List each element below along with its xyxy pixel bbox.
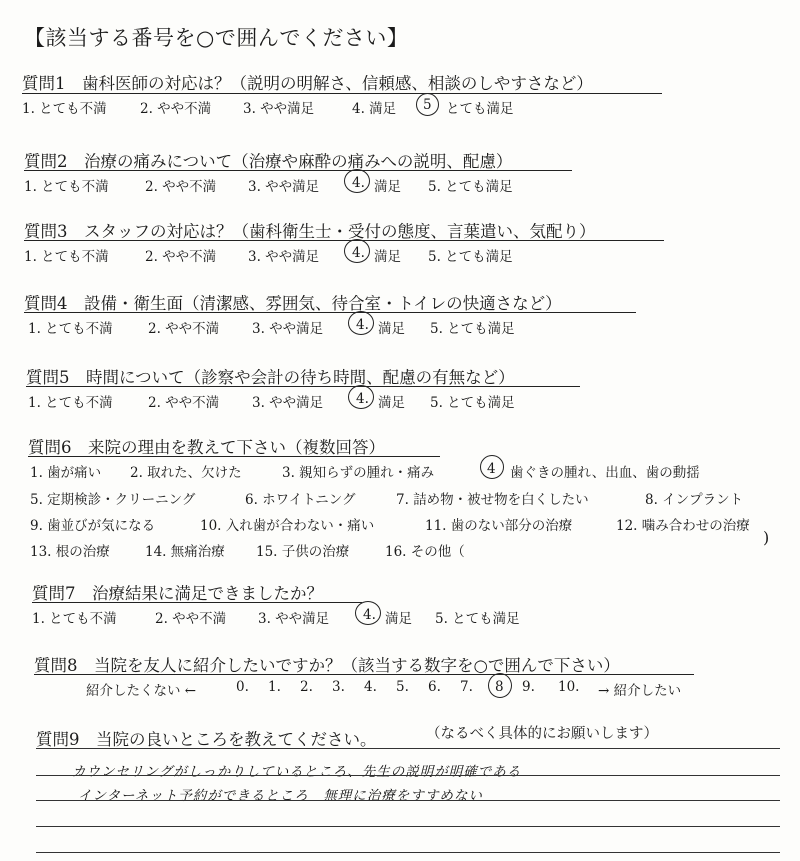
q9-note: （なるべく具体的にお願いします）: [426, 726, 658, 742]
q1-option-1[interactable]: 1. とても不満: [22, 101, 107, 117]
q4-option-4-label[interactable]: 満足: [378, 321, 405, 337]
q4-option-1[interactable]: 1. とても不満: [28, 321, 113, 337]
q4-option-5[interactable]: 5. とても満足: [430, 321, 515, 337]
q8-option-5[interactable]: 5.: [396, 679, 409, 695]
q9-answer-1[interactable]: カウンセリングがしっかりしているところ、先生の説明が明確である: [72, 764, 522, 780]
q8-option-9[interactable]: 9.: [522, 679, 535, 695]
q2-selection-circle: [344, 169, 370, 193]
q4-option-2[interactable]: 2. やや不満: [148, 321, 220, 337]
q6-reason-9[interactable]: 9. 歯並びが気になる: [30, 518, 156, 534]
q6-reason-12[interactable]: 12. 噛み合わせの治療: [616, 518, 750, 534]
q6-reason-2[interactable]: 2. 取れた、欠けた: [130, 465, 242, 481]
q4-label: 質問4 設備・衛生面（清潔感、雰囲気、待合室・トイレの快適さなど）: [24, 294, 562, 313]
q6-label: 質問6 来院の理由を教えて下さい（複数回答）: [28, 438, 385, 457]
q6-underline: [28, 456, 440, 457]
q6-reason-6[interactable]: 6. ホワイトニング: [245, 492, 356, 508]
q3-selection-circle: [344, 239, 370, 263]
answer-line-1: [36, 775, 780, 776]
q8-option-4[interactable]: 4.: [364, 679, 377, 695]
q1-option-3[interactable]: 3. やや満足: [243, 101, 315, 117]
q6-reason-7[interactable]: 7. 詰め物・被せ物を白くしたい: [396, 492, 589, 508]
q5-selection-circle: [348, 385, 374, 409]
q1-option-5-label[interactable]: とても満足: [446, 101, 514, 117]
q2-label: 質問2 治療の痛みについて（治療や麻酔の痛みへの説明、配慮）: [24, 152, 513, 171]
q2-option-3[interactable]: 3. やや満足: [248, 179, 320, 195]
q8-option-3[interactable]: 3.: [332, 679, 345, 695]
q8-label: 質問8 当院を友人に紹介したいですか？（該当する数字を○で囲んで下さい）: [34, 656, 620, 675]
q2-underline: [24, 170, 572, 171]
q6-reason-10[interactable]: 10. 入れ歯が合わない・痛い: [200, 518, 375, 534]
answer-line-3: [36, 826, 780, 827]
q1-label: 質問1 歯科医師の対応は？（説明の明解さ、信頼感、相談のしやすさなど）: [22, 74, 593, 93]
q6-reason-4-number[interactable]: 4: [487, 461, 496, 477]
answer-line-4: [36, 852, 780, 853]
q2-option-4-label[interactable]: 満足: [374, 179, 401, 195]
q6-reason-11[interactable]: 11. 歯のない部分の治療: [425, 518, 573, 534]
q8-scale-right-label: → 紹介したい: [598, 683, 682, 699]
q8-option-0[interactable]: 0.: [236, 679, 249, 695]
q6-reason-8[interactable]: 8. インプラント: [645, 492, 744, 508]
q5-option-3[interactable]: 3. やや満足: [252, 395, 324, 411]
q5-option-4-number[interactable]: 4.: [356, 391, 369, 407]
q7-option-5[interactable]: 5. とても満足: [435, 611, 520, 627]
q2-option-4-number[interactable]: 4.: [352, 175, 365, 191]
q7-option-2[interactable]: 2. やや不満: [155, 611, 227, 627]
q3-underline: [24, 240, 664, 241]
q1-option-4[interactable]: 4. 満足: [352, 101, 397, 117]
q7-option-3[interactable]: 3. やや満足: [258, 611, 330, 627]
q6-reason-3[interactable]: 3. 親知らずの腫れ・痛み: [282, 465, 435, 481]
q7-label: 質問7 治療結果に満足できましたか？: [32, 584, 323, 603]
q6-reason-4-label[interactable]: 歯ぐきの腫れ、出血、歯の動揺: [510, 465, 700, 481]
q6-reason-14[interactable]: 14. 無痛治療: [145, 544, 225, 560]
q8-option-2[interactable]: 2.: [300, 679, 313, 695]
q1-option-2[interactable]: 2. やや不満: [140, 101, 212, 117]
answer-line-top: [36, 748, 780, 749]
q8-option-1[interactable]: 1.: [268, 679, 281, 695]
q6-reason-13[interactable]: 13. 根の治療: [30, 544, 110, 560]
q6-reason-15[interactable]: 15. 子供の治療: [256, 544, 350, 560]
q7-option-4-number[interactable]: 4.: [363, 607, 376, 623]
q6-reason-16[interactable]: 16. その他（: [385, 544, 465, 560]
q3-label: 質問3 スタッフの対応は？（歯科衛生士・受付の態度、言葉遣い、気配り）: [24, 222, 596, 241]
q8-option-6[interactable]: 6.: [428, 679, 441, 695]
q5-option-2[interactable]: 2. やや不満: [148, 395, 220, 411]
q5-underline: [26, 386, 580, 387]
q7-option-4-label[interactable]: 満足: [385, 611, 412, 627]
q1-selection-circle: [416, 93, 439, 116]
q3-option-3[interactable]: 3. やや満足: [248, 249, 320, 265]
q3-option-2[interactable]: 2. やや不満: [145, 249, 217, 265]
q8-option-10[interactable]: 10.: [558, 679, 580, 695]
q3-option-4-number[interactable]: 4.: [352, 245, 365, 261]
q7-underline: [32, 602, 362, 603]
q4-option-4-number[interactable]: 4.: [356, 317, 369, 333]
q3-option-5[interactable]: 5. とても満足: [428, 249, 513, 265]
q1-underline: [22, 93, 662, 94]
q2-option-5[interactable]: 5. とても満足: [428, 179, 513, 195]
q8-option-7[interactable]: 7.: [460, 679, 473, 695]
q2-option-2[interactable]: 2. やや不満: [145, 179, 217, 195]
q6-selection-circle: [480, 455, 504, 479]
q8-option-8[interactable]: 8: [495, 679, 504, 695]
q4-underline: [24, 312, 636, 313]
q8-underline: [34, 674, 694, 675]
q5-option-1[interactable]: 1. とても不満: [28, 395, 113, 411]
q5-label: 質問5 時間について（診察や会計の待ち時間、配慮の有無など）: [26, 368, 515, 387]
page-title: 【該当する番号を○で囲んでください】: [24, 26, 409, 50]
q8-selection-circle: [488, 673, 512, 698]
q4-selection-circle: [348, 311, 374, 335]
q6-reason-5[interactable]: 5. 定期検診・クリーニング: [30, 492, 196, 508]
q6-reason-1[interactable]: 1. 歯が痛い: [30, 465, 102, 481]
q4-option-3[interactable]: 3. やや満足: [252, 321, 324, 337]
q3-option-1[interactable]: 1. とても不満: [24, 249, 109, 265]
q2-option-1[interactable]: 1. とても不満: [24, 179, 109, 195]
q7-selection-circle: [355, 601, 381, 625]
answer-line-2: [36, 800, 780, 801]
q9-label: 質問9 当院の良いところを教えてください。: [36, 730, 377, 749]
q3-option-4-label[interactable]: 満足: [374, 249, 401, 265]
q5-option-4-label[interactable]: 満足: [378, 395, 405, 411]
q1-option-5-number[interactable]: 5: [423, 97, 432, 113]
q5-option-5[interactable]: 5. とても満足: [430, 395, 515, 411]
q7-option-1[interactable]: 1. とても不満: [32, 611, 117, 627]
q6-other-close-paren: ): [763, 528, 770, 547]
q9-answer-2[interactable]: インターネット予約ができるところ 無理に治療をすすめない: [78, 788, 483, 804]
q8-scale-left-label: 紹介したくない ←: [86, 683, 197, 699]
